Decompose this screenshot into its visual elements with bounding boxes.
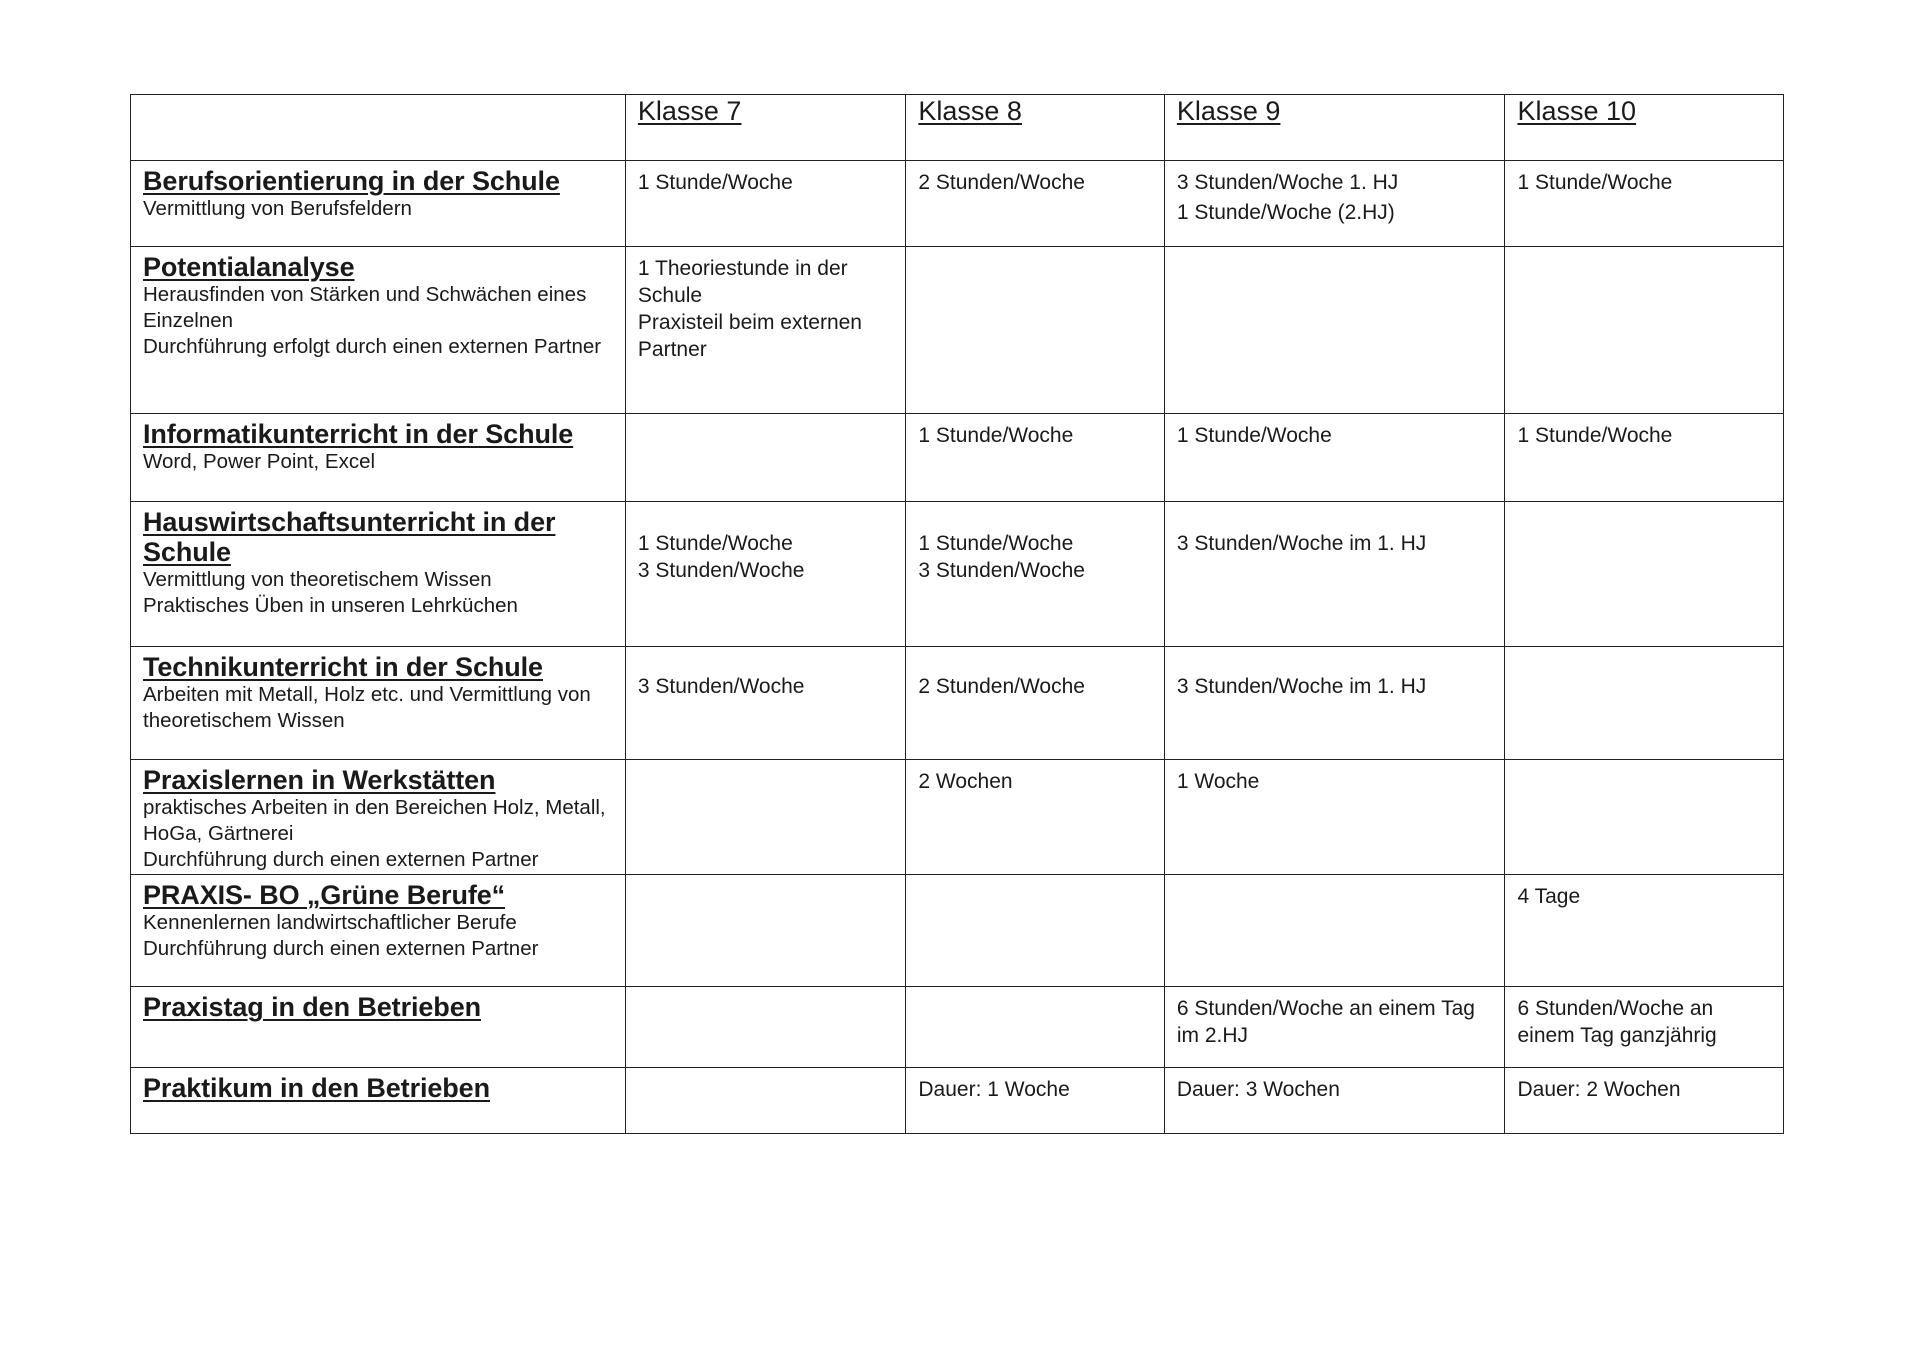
value-cell-klasse-7	[625, 875, 906, 987]
row-label-cell	[131, 875, 626, 987]
row-label-cell	[131, 414, 626, 502]
row-title: Praxislernen in Werkstätten	[143, 765, 496, 795]
row-label-cell	[131, 647, 626, 760]
value-cell-klasse-7	[625, 647, 906, 760]
table-row	[131, 502, 1784, 647]
value-cell-klasse-8	[906, 987, 1164, 1068]
value-cell-klasse-10	[1505, 875, 1784, 987]
cell-text: Dauer: 1 Woche	[918, 1078, 1070, 1101]
cell-text: 1 Theoriestunde in der Schule	[637, 257, 848, 307]
cell-text: 1 Stunde/Woche	[918, 532, 1074, 555]
value-cell-klasse-7	[625, 760, 906, 875]
value-cell-klasse-8	[906, 161, 1164, 247]
value-cell-klasse-9	[1164, 760, 1505, 875]
cell-text: 1 Stunde/Woche	[1517, 424, 1673, 447]
header-klasse-9: Klasse 9	[1164, 95, 1505, 161]
table-row	[131, 647, 1784, 760]
value-cell-klasse-9	[1164, 502, 1505, 647]
cell-text: 3 Stunden/Woche	[918, 559, 1085, 582]
cell-text: 3 Stunden/Woche	[637, 675, 805, 698]
value-cell-klasse-10	[1505, 247, 1784, 414]
cell-text: 4 Tage	[1517, 885, 1581, 908]
table-row	[131, 760, 1784, 875]
row-title: Praxistag in den Betrieben	[143, 992, 481, 1022]
row-title: PRAXIS- BO „Grüne Berufe“	[143, 880, 506, 910]
value-cell-klasse-7	[625, 987, 906, 1068]
header-klasse-7: Klasse 7	[625, 95, 906, 161]
row-label-cell	[131, 161, 626, 247]
row-title: Hauswirtschaftsunterricht in der Schule	[143, 507, 556, 567]
table-row	[131, 414, 1784, 502]
cell-text: 2 Stunden/Woche	[918, 675, 1085, 698]
value-cell-klasse-10	[1505, 161, 1784, 247]
value-cell-klasse-7	[625, 502, 906, 647]
row-label-cell	[131, 247, 626, 414]
row-description: Durchführung durch einen externen Partner	[143, 937, 539, 960]
value-cell-klasse-8	[906, 760, 1164, 875]
row-description: Durchführung durch einen externen Partner	[143, 848, 539, 871]
cell-text: 3 Stunden/Woche 1. HJ	[1176, 171, 1399, 194]
table-row	[131, 247, 1784, 414]
cell-text: 1 Woche	[1176, 770, 1260, 793]
value-cell-klasse-10	[1505, 760, 1784, 875]
row-title: Technikunterricht in der Schule	[143, 652, 543, 682]
cell-text: Praxisteil beim externen Partner	[637, 311, 862, 361]
cell-text: Dauer: 3 Wochen	[1176, 1078, 1340, 1101]
curriculum-table	[130, 94, 1784, 1134]
row-description: Herausfinden von Stärken und Schwächen eines Einzelnen	[143, 283, 587, 332]
value-cell-klasse-8	[906, 1068, 1164, 1134]
value-cell-klasse-9	[1164, 987, 1505, 1068]
value-cell-klasse-9	[1164, 875, 1505, 987]
value-cell-klasse-9	[1164, 1068, 1505, 1134]
value-cell-klasse-10	[1505, 1068, 1784, 1134]
cell-text: 1 Stunde/Woche	[1517, 171, 1673, 194]
value-cell-klasse-8	[906, 647, 1164, 760]
cell-text: 3 Stunden/Woche im 1. HJ	[1176, 532, 1427, 555]
row-title: Potentialanalyse	[143, 252, 355, 282]
value-cell-klasse-10	[1505, 414, 1784, 502]
value-cell-klasse-10	[1505, 647, 1784, 760]
row-description: Arbeiten mit Metall, Holz etc. und Vermittlung von theoretischem Wissen	[143, 683, 591, 732]
row-title: Informatikunterricht in der Schule	[143, 419, 574, 449]
cell-text: 2 Stunden/Woche	[918, 171, 1085, 194]
cell-text: 6 Stunden/Woche an einem Tag im 2.HJ	[1176, 997, 1475, 1047]
cell-text: 1 Stunde/Woche	[637, 171, 793, 194]
header-klasse-10: Klasse 10	[1505, 95, 1784, 161]
value-cell-klasse-9	[1164, 647, 1505, 760]
value-cell-klasse-10	[1505, 502, 1784, 647]
cell-text: 1 Stunde/Woche	[1176, 424, 1332, 447]
value-cell-klasse-9	[1164, 414, 1505, 502]
cell-text: 1 Stunde/Woche	[637, 532, 793, 555]
value-cell-klasse-8	[906, 502, 1164, 647]
value-cell-klasse-7	[625, 414, 906, 502]
row-label-cell	[131, 987, 626, 1068]
row-description: Word, Power Point, Excel	[143, 450, 376, 473]
value-cell-klasse-7	[625, 247, 906, 414]
cell-text: 3 Stunden/Woche	[637, 559, 805, 582]
value-cell-klasse-8	[906, 414, 1164, 502]
value-cell-klasse-8	[906, 247, 1164, 414]
row-description: Durchführung erfolgt durch einen externen Partner	[143, 335, 602, 358]
value-cell-klasse-10	[1505, 987, 1784, 1068]
value-cell-klasse-9	[1164, 161, 1505, 247]
row-description: Praktisches Üben in unseren Lehrküchen	[143, 594, 518, 617]
row-title: Praktikum in den Betrieben	[143, 1073, 490, 1103]
value-cell-klasse-9	[1164, 247, 1505, 414]
cell-text: 3 Stunden/Woche im 1. HJ	[1176, 675, 1427, 698]
row-description: Vermittlung von theoretischem Wissen	[143, 568, 492, 591]
cell-text: 6 Stunden/Woche an einem Tag ganzjährig	[1517, 997, 1717, 1047]
row-description: Vermittlung von Berufsfeldern	[143, 197, 412, 220]
table-row	[131, 161, 1784, 247]
value-cell-klasse-7	[625, 161, 906, 247]
row-label-cell	[131, 760, 626, 875]
row-description: praktisches Arbeiten in den Bereichen Holz, Metall, HoGa, Gärtnerei	[143, 796, 606, 845]
table-header-row	[131, 95, 1784, 161]
value-cell-klasse-8	[906, 875, 1164, 987]
row-label-cell	[131, 1068, 626, 1134]
table-row	[131, 875, 1784, 987]
value-cell-klasse-7	[625, 1068, 906, 1134]
row-label-cell	[131, 502, 626, 647]
cell-text: 1 Stunde/Woche	[918, 424, 1074, 447]
row-description: Kennenlernen landwirtschaftlicher Berufe	[143, 911, 517, 934]
cell-text: 2 Wochen	[918, 770, 1013, 793]
table-row	[131, 1068, 1784, 1134]
row-title: Berufsorientierung in der Schule	[143, 166, 560, 196]
table-row	[131, 987, 1784, 1068]
header-empty-cell	[131, 95, 626, 161]
cell-text: Dauer: 2 Wochen	[1517, 1078, 1681, 1101]
cell-text: 1 Stunde/Woche (2.HJ)	[1176, 201, 1395, 224]
header-klasse-8: Klasse 8	[906, 95, 1164, 161]
